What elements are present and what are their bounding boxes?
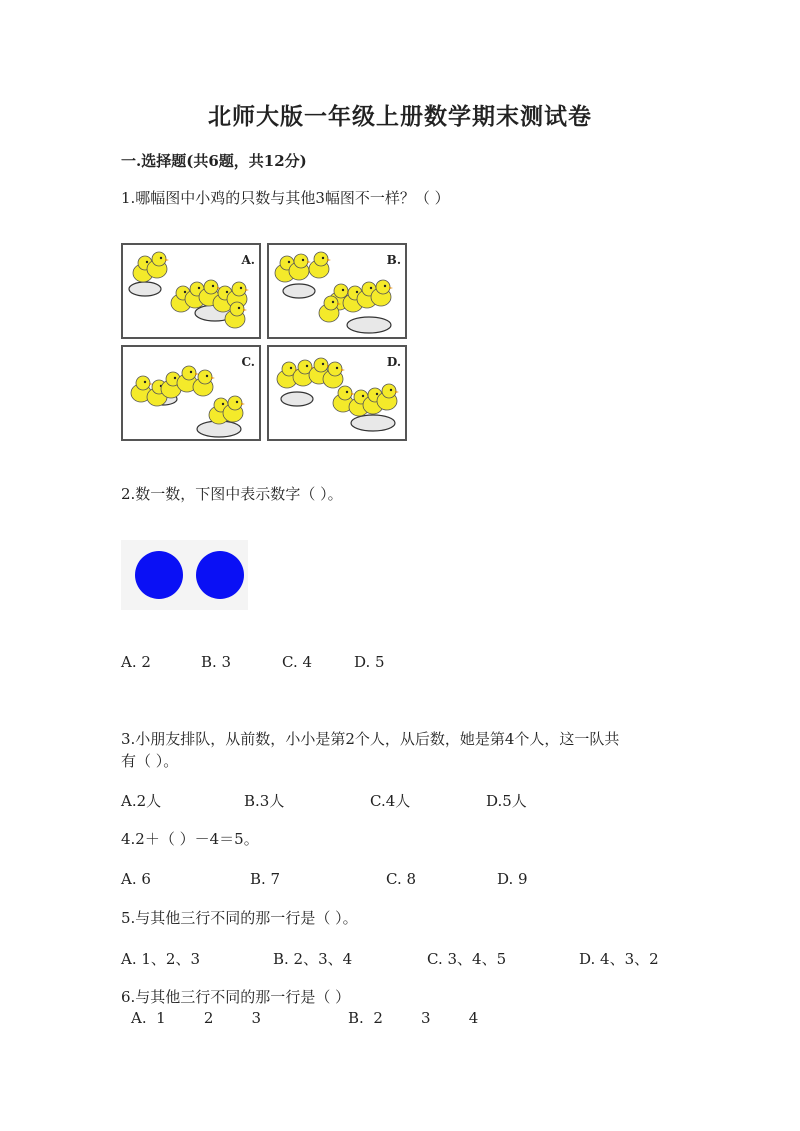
chick: [147, 252, 169, 278]
section-heading: 一.选择题(共6题，共12分): [121, 152, 307, 170]
chick: [309, 252, 331, 278]
q2-option-b[interactable]: B. 3: [201, 653, 232, 671]
question-4-text: 4.2＋（ ）－4＝5。: [121, 830, 259, 848]
q3-option-b[interactable]: B.3人: [244, 792, 285, 810]
q4-option-b[interactable]: B. 7: [250, 870, 281, 888]
q2-option-a[interactable]: A. 2: [121, 653, 151, 671]
feeding-bowl: [351, 415, 395, 431]
q3-option-a[interactable]: A.2人: [121, 792, 162, 810]
panel-label: B.: [386, 253, 401, 267]
panel-label: A.: [241, 253, 255, 267]
chick-illustration: [269, 347, 405, 439]
question-6-text: 6.与其他三行不同的那一行是（ ）: [121, 988, 351, 1006]
q3-option-c[interactable]: C.4人: [370, 792, 411, 810]
feeding-bowl: [283, 284, 315, 298]
page-title: 北师大版一年级上册数学期末测试卷: [208, 103, 592, 130]
q5-option-b[interactable]: B. 2、3、4: [273, 950, 353, 968]
question-3-text-line1: 3.小朋友排队，从前数，小小是第2个人，从后数，她是第4个人，这一队共: [121, 730, 620, 748]
q3-option-d[interactable]: D.5人: [486, 792, 527, 810]
chick-panel-d[interactable]: [267, 345, 407, 441]
q5-option-c[interactable]: C. 3、4、5: [427, 950, 507, 968]
question-5-text: 5.与其他三行不同的那一行是（ ）。: [121, 909, 358, 927]
feeding-bowl: [129, 282, 161, 296]
chick-picture-grid: [121, 243, 407, 441]
blue-dot: [135, 551, 183, 599]
chick-panel-c[interactable]: [121, 345, 261, 441]
chick-illustration: [269, 245, 405, 337]
q6-option-a[interactable]: A. 1 2 3: [131, 1009, 262, 1027]
chick-panel-a[interactable]: [121, 243, 261, 339]
question-2-text: 2.数一数，下图中表示数字（ ）。: [121, 485, 343, 503]
q4-option-c[interactable]: C. 8: [386, 870, 417, 888]
question-1-text: 1.哪幅图中小鸡的只数与其他3幅图不一样？（ ）: [121, 189, 450, 207]
q4-option-d[interactable]: D. 9: [497, 870, 528, 888]
q4-option-a[interactable]: A. 6: [121, 870, 151, 888]
q2-option-d[interactable]: D. 5: [354, 653, 385, 671]
q5-option-a[interactable]: A. 1、2、3: [121, 950, 200, 968]
panel-label: C.: [241, 355, 255, 369]
chick-illustration: [123, 245, 259, 337]
chick-panel-b[interactable]: [267, 243, 407, 339]
q6-option-b[interactable]: B. 2 3 4: [348, 1009, 479, 1027]
question-3-text-line2: 有（ ）。: [121, 752, 179, 770]
chick: [319, 296, 341, 322]
chick-illustration: [123, 347, 259, 439]
chick: [377, 384, 399, 410]
q2-option-c[interactable]: C. 4: [282, 653, 313, 671]
dot-picture: [121, 540, 248, 610]
q5-option-d[interactable]: D. 4、3、2: [579, 950, 659, 968]
feeding-bowl: [281, 392, 313, 406]
feeding-bowl: [347, 317, 391, 333]
blue-dot: [196, 551, 244, 599]
panel-label: D.: [386, 355, 401, 369]
